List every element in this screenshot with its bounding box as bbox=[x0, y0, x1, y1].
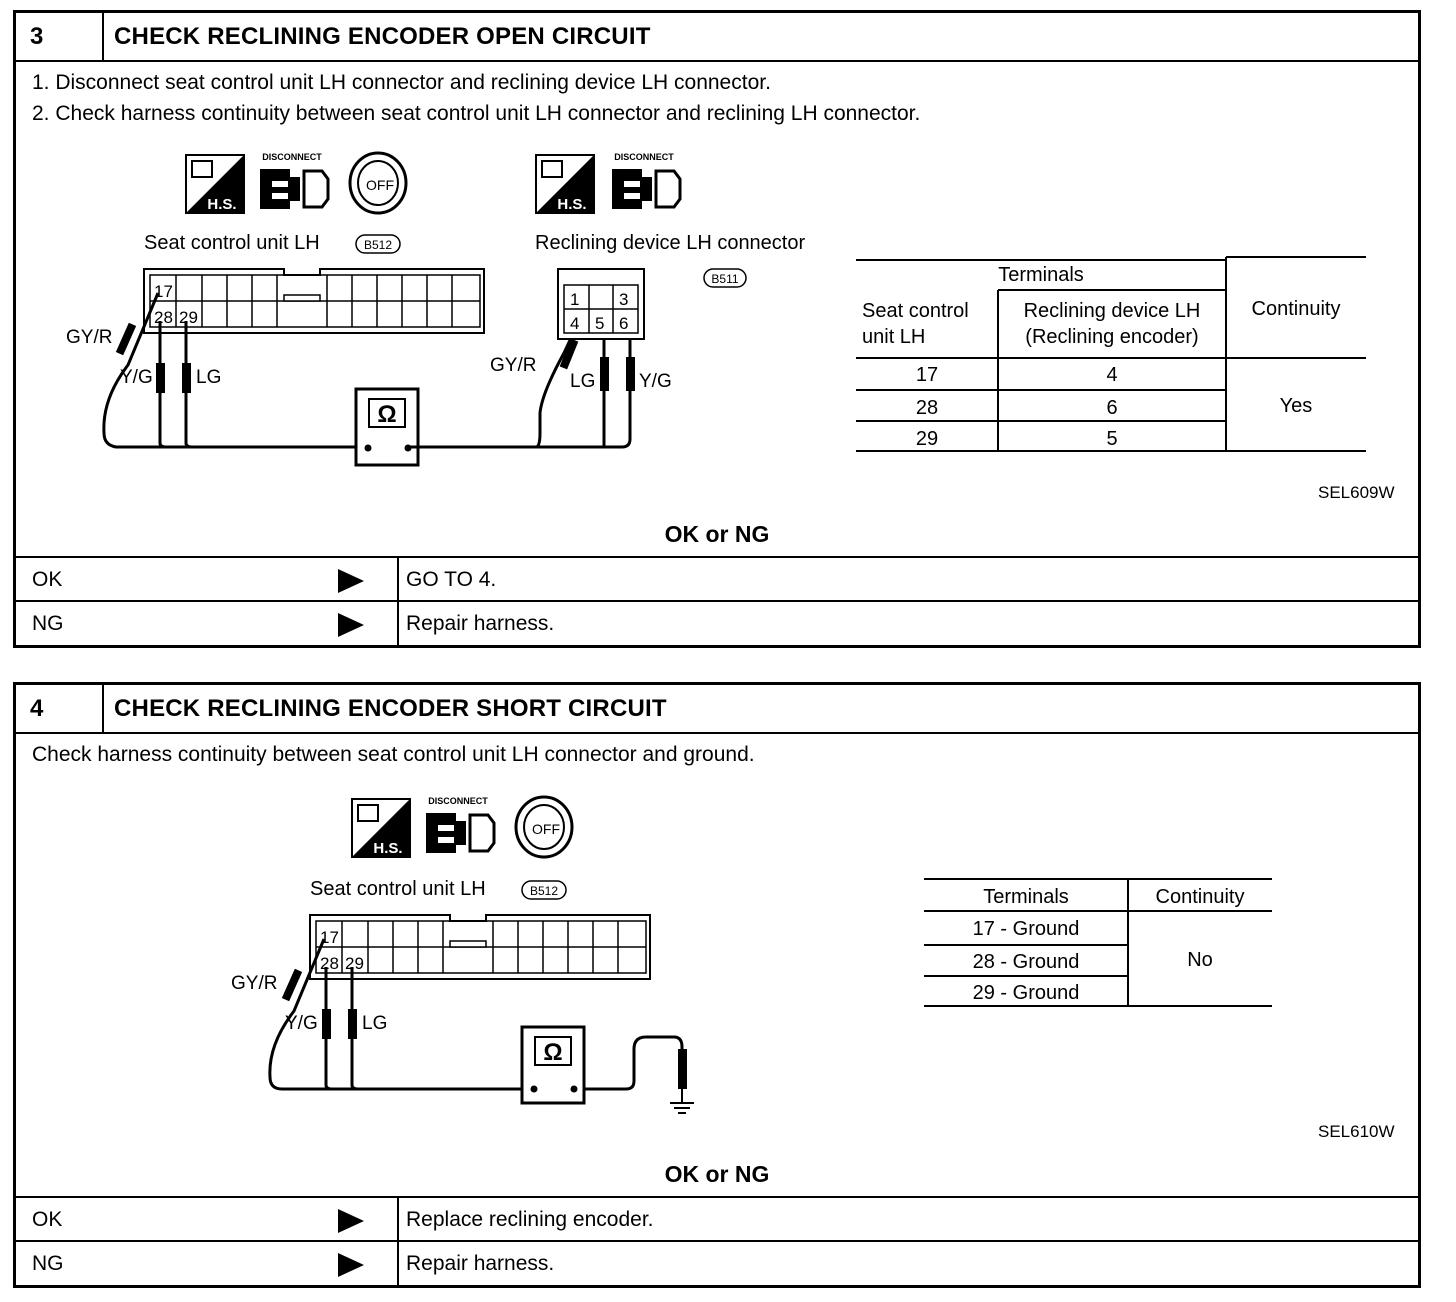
ground-icon bbox=[670, 1049, 694, 1113]
svg-text:LG: LG bbox=[196, 367, 222, 388]
continuity-table bbox=[924, 879, 1272, 1006]
svg-text:OFF: OFF bbox=[532, 821, 560, 837]
step-3-panel bbox=[13, 10, 1421, 648]
connector-code-badge bbox=[522, 881, 566, 899]
svg-text:B512: B512 bbox=[363, 238, 393, 252]
ignition-off-icon bbox=[350, 153, 406, 213]
instruction-1: 1. Disconnect seat control unit LH connector and reclining device LH connector. bbox=[32, 71, 771, 94]
svg-text:6: 6 bbox=[1106, 397, 1118, 419]
svg-text:28: 28 bbox=[320, 954, 339, 973]
step-3-header bbox=[16, 13, 1418, 62]
svg-text:B512: B512 bbox=[529, 884, 559, 898]
continuity-table bbox=[856, 257, 1366, 451]
ohmmeter-icon bbox=[356, 389, 418, 465]
svg-text:17: 17 bbox=[154, 282, 173, 301]
svg-text:GY/R: GY/R bbox=[490, 355, 537, 376]
rd-connector bbox=[558, 269, 644, 339]
svg-text:Ω: Ω bbox=[543, 1039, 563, 1066]
result-key: NG bbox=[32, 1252, 64, 1275]
rd-connector-label: Reclining device LH connector bbox=[535, 232, 806, 254]
svg-text:Ω: Ω bbox=[377, 401, 397, 428]
scu-connector-label: Seat control unit LH bbox=[310, 878, 486, 900]
svg-text:GY/R: GY/R bbox=[66, 327, 113, 348]
step-title: CHECK RECLINING ENCODER OPEN CIRCUIT bbox=[114, 23, 651, 50]
svg-text:Yes: Yes bbox=[1279, 395, 1313, 417]
harness-side-icon bbox=[186, 155, 244, 213]
svg-text:Continuity: Continuity bbox=[1251, 298, 1341, 320]
result-key: OK bbox=[32, 1208, 63, 1231]
svg-text:Y/G: Y/G bbox=[120, 367, 153, 388]
svg-text:(Reclining encoder): (Reclining encoder) bbox=[1025, 326, 1199, 348]
scu-connector bbox=[310, 915, 650, 979]
svg-text:Seat control: Seat control bbox=[862, 300, 969, 322]
svg-text:DISCONNECT: DISCONNECT bbox=[428, 796, 488, 806]
ok-or-ng-label: OK or NG bbox=[664, 1161, 770, 1187]
svg-text:No: No bbox=[1187, 949, 1213, 971]
svg-text:28: 28 bbox=[915, 397, 939, 419]
svg-text:5: 5 bbox=[595, 314, 605, 333]
scu-connector-label: Seat control unit LH bbox=[144, 232, 320, 254]
step-4-header bbox=[16, 685, 1418, 734]
result-action: Replace reclining encoder. bbox=[406, 1208, 654, 1231]
ohmmeter-icon bbox=[522, 1027, 584, 1103]
result-key: OK bbox=[32, 568, 63, 591]
svg-text:28 - Ground: 28 - Ground bbox=[972, 951, 1080, 973]
result-row-ng bbox=[16, 1240, 1418, 1286]
svg-text:28: 28 bbox=[154, 308, 173, 327]
svg-text:H.S.: H.S. bbox=[373, 840, 403, 857]
svg-text:5: 5 bbox=[1106, 428, 1118, 450]
svg-text:LG: LG bbox=[362, 1013, 388, 1034]
result-row-ok bbox=[16, 1196, 1418, 1242]
svg-text:DISCONNECT: DISCONNECT bbox=[614, 152, 674, 162]
svg-text:H.S.: H.S. bbox=[207, 196, 237, 213]
disconnect-icon bbox=[260, 152, 328, 209]
svg-text:29: 29 bbox=[915, 428, 939, 450]
svg-text:29: 29 bbox=[179, 308, 198, 327]
svg-text:Terminals: Terminals bbox=[998, 264, 1084, 286]
result-row-ng bbox=[16, 600, 1418, 646]
svg-text:4: 4 bbox=[1106, 364, 1118, 386]
ignition-off-icon bbox=[516, 797, 572, 857]
svg-text:B511: B511 bbox=[711, 272, 739, 286]
svg-text:unit LH: unit LH bbox=[862, 326, 926, 348]
svg-text:17: 17 bbox=[320, 928, 339, 947]
svg-text:Continuity: Continuity bbox=[1155, 886, 1245, 908]
ok-or-ng-label: OK or NG bbox=[664, 521, 770, 547]
step-4-panel bbox=[13, 682, 1421, 1288]
svg-text:LG: LG bbox=[570, 371, 596, 392]
harness-side-icon bbox=[352, 799, 410, 857]
svg-text:Y/G: Y/G bbox=[285, 1013, 318, 1034]
svg-text:3: 3 bbox=[619, 290, 629, 309]
wiring-diagram-open-circuit bbox=[16, 143, 1416, 473]
result-action: Repair harness. bbox=[406, 612, 555, 635]
instruction: Check harness continuity between seat control unit LH connector and ground. bbox=[32, 743, 755, 766]
step-number: 4 bbox=[16, 685, 104, 732]
disconnect-icon bbox=[426, 796, 494, 853]
step-number: 3 bbox=[16, 13, 104, 60]
svg-text:29 - Ground: 29 - Ground bbox=[972, 982, 1080, 1004]
svg-text:17: 17 bbox=[915, 364, 939, 386]
right-triangle-arrow-icon bbox=[338, 1209, 364, 1233]
result-key: NG bbox=[32, 612, 64, 635]
disconnect-icon bbox=[612, 152, 680, 209]
result-action: Repair harness. bbox=[406, 1252, 555, 1275]
scu-connector bbox=[144, 269, 484, 333]
right-triangle-arrow-icon bbox=[338, 1253, 364, 1277]
result-action: GO TO 4. bbox=[406, 568, 497, 591]
svg-text:17 - Ground: 17 - Ground bbox=[972, 918, 1080, 940]
harness-side-icon bbox=[536, 155, 594, 213]
figure-code: SEL610W bbox=[1318, 1122, 1395, 1141]
svg-text:6: 6 bbox=[619, 314, 629, 333]
right-triangle-arrow-icon bbox=[338, 613, 364, 637]
instruction-2: 2. Check harness continuity between seat control unit LH connector and reclining LH connector. bbox=[32, 102, 921, 125]
svg-text:4: 4 bbox=[570, 314, 580, 333]
svg-text:OFF: OFF bbox=[366, 177, 394, 193]
svg-text:Y/G: Y/G bbox=[639, 371, 672, 392]
svg-text:Reclining device LH: Reclining device LH bbox=[1023, 300, 1201, 322]
result-row-ok bbox=[16, 556, 1418, 602]
wiring-diagram-short-circuit bbox=[16, 785, 1416, 1125]
step-title: CHECK RECLINING ENCODER SHORT CIRCUIT bbox=[114, 695, 667, 722]
svg-text:DISCONNECT: DISCONNECT bbox=[262, 152, 322, 162]
connector-code-badge bbox=[356, 235, 400, 253]
svg-text:GY/R: GY/R bbox=[231, 973, 278, 994]
figure-code: SEL609W bbox=[1318, 483, 1395, 502]
svg-text:1: 1 bbox=[570, 290, 580, 309]
svg-text:Terminals: Terminals bbox=[983, 886, 1069, 908]
right-triangle-arrow-icon bbox=[338, 569, 364, 593]
svg-text:29: 29 bbox=[345, 954, 364, 973]
connector-code-badge bbox=[704, 269, 746, 287]
svg-text:H.S.: H.S. bbox=[557, 196, 587, 213]
